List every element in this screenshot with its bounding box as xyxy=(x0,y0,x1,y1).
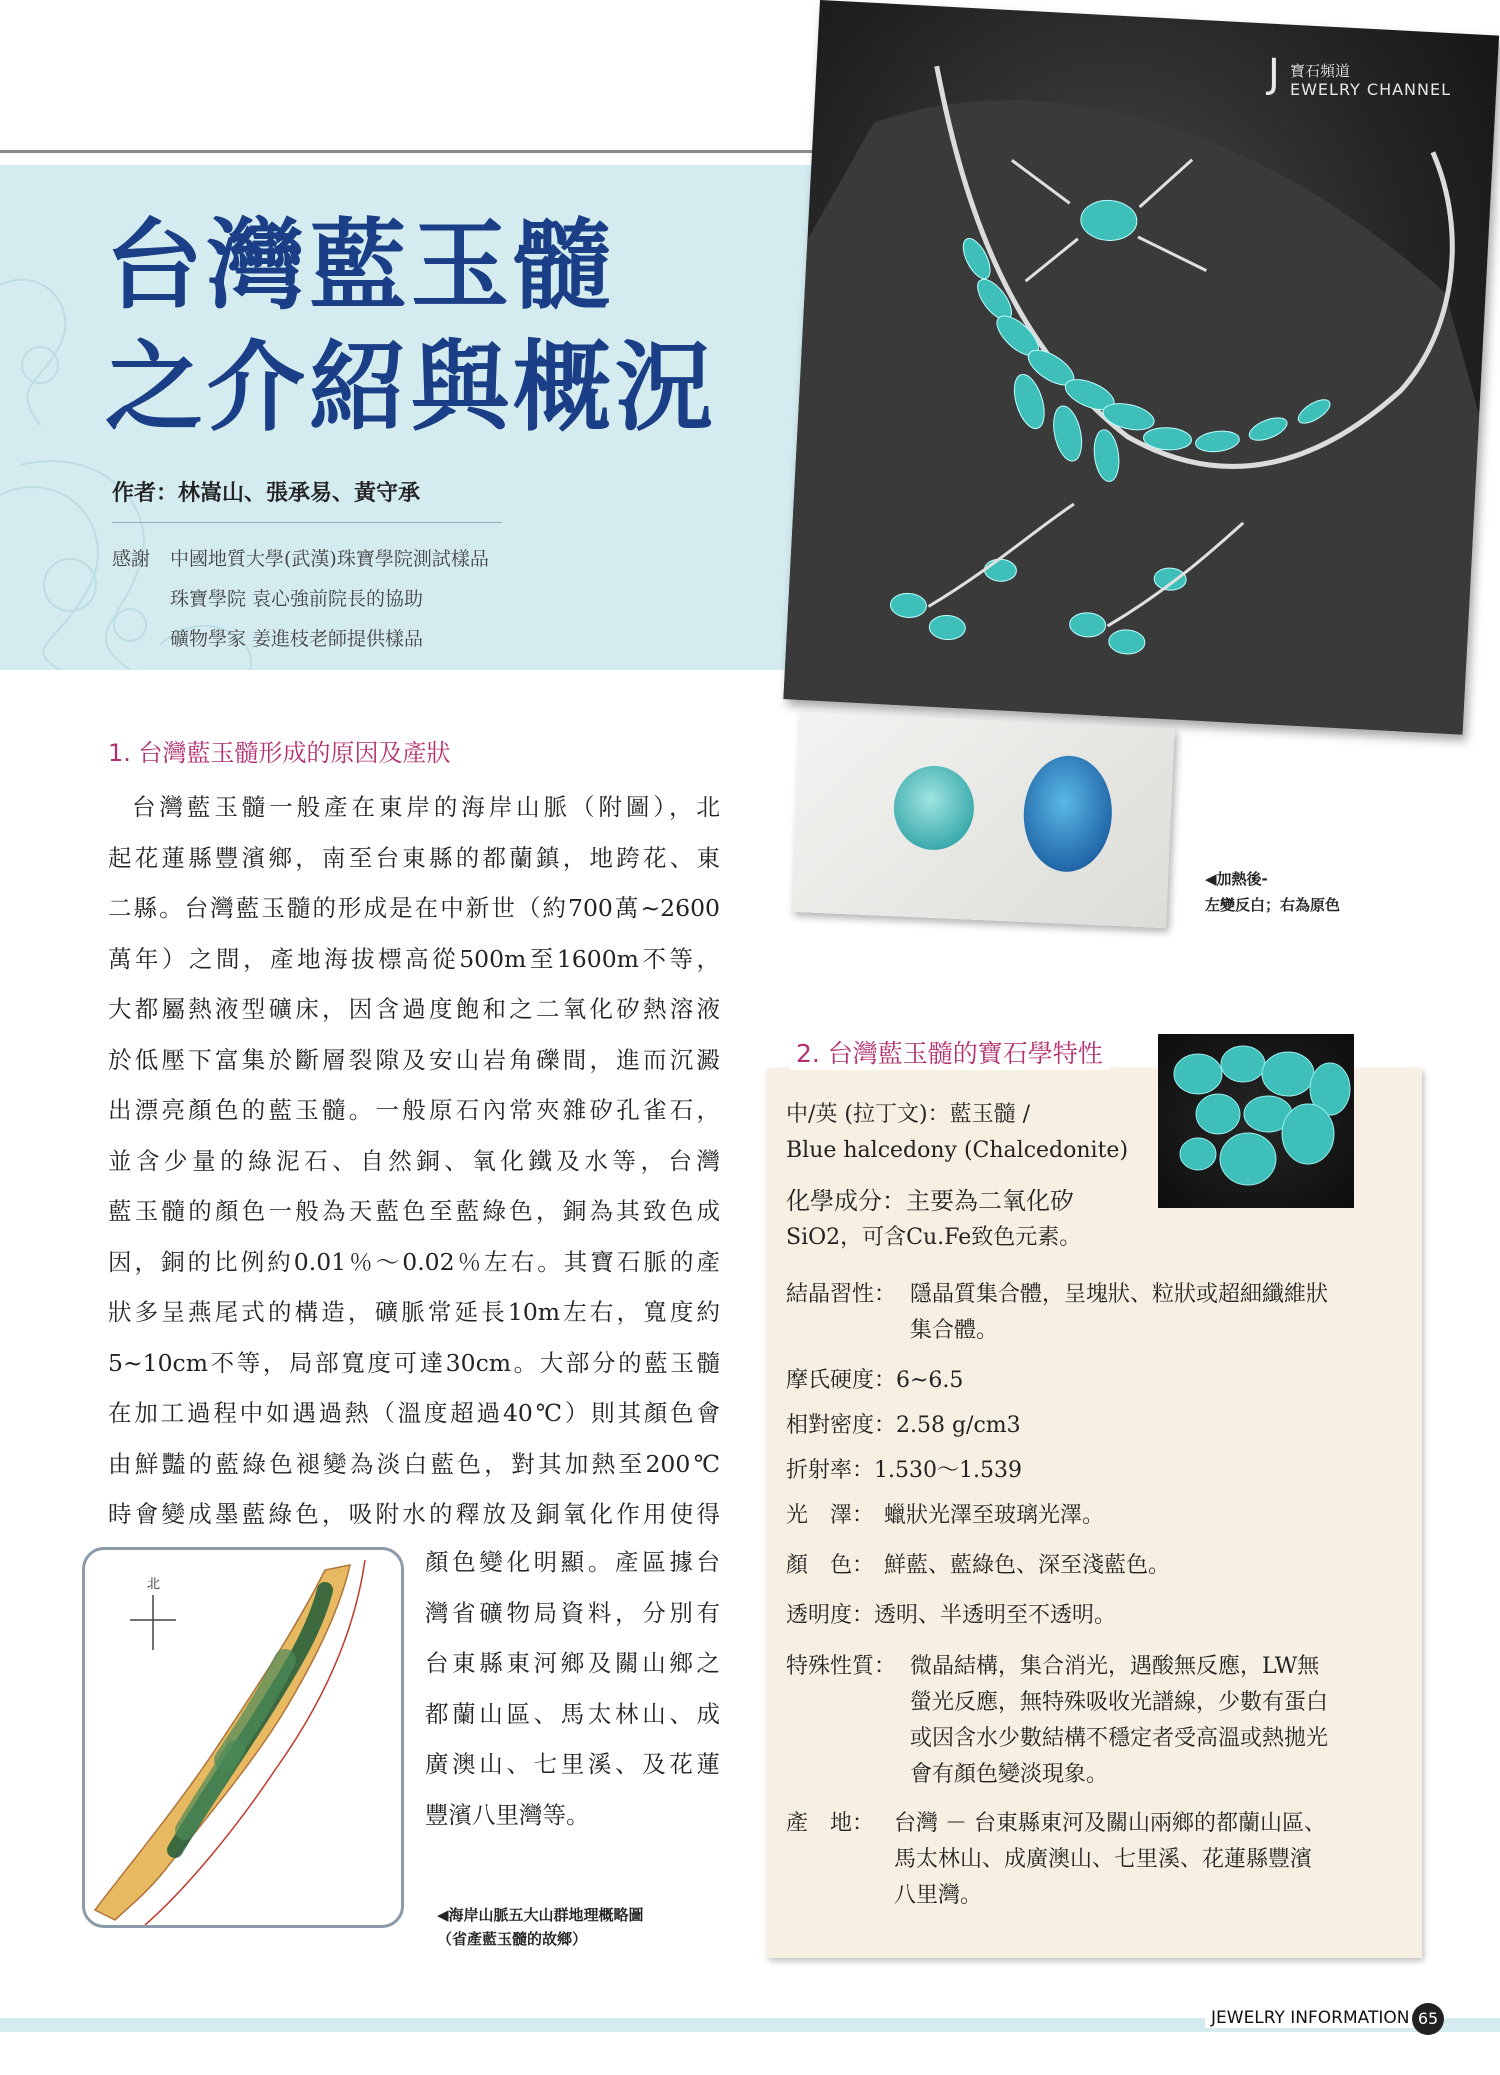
prop-hardness: 摩氏硬度：6~6.5 xyxy=(786,1368,964,1393)
title-line-2: 之介紹與概況 xyxy=(105,330,718,445)
prop-chem-2: SiO2，可含Cu.Fe致色元素。 xyxy=(786,1225,1082,1250)
necklace-illustration xyxy=(783,0,1499,735)
footer-publication: JEWELRY INFORMATION xyxy=(1205,2008,1415,2028)
map-caption: ◀海岸山脈五大山群地理概略圖 xyxy=(437,1906,644,1924)
body-line: 豐濱八里灣等。 xyxy=(425,1800,590,1829)
prop-special-value: 微晶結構，集合消光，遇酸無反應，LW無 xyxy=(910,1654,1320,1679)
acknowledgement-line: 礦物學家 姜進枝老師提供樣品 xyxy=(170,628,424,650)
prop-special-value: 螢光反應，無特殊吸收光譜線，少數有蛋白 xyxy=(910,1690,1329,1715)
cabochon-illustration xyxy=(791,712,1174,928)
prop-origin-label: 產 地： xyxy=(786,1811,875,1836)
logo-initial: J xyxy=(1268,51,1280,97)
acknowledgement-line: 珠寶學院 袁心強前院長的協助 xyxy=(170,588,424,610)
prop-density: 相對密度：2.58 g/cm3 xyxy=(786,1413,1021,1438)
prop-origin-value: 八里灣。 xyxy=(894,1883,983,1908)
section-1-heading: 1. 台灣藍玉髓形成的原因及產狀 xyxy=(108,739,451,767)
body-line: 起花蓮縣豐濱鄉，南至台東縣的都蘭鎮，地跨花、東 xyxy=(108,843,720,872)
author-credit: 作者：林嵩山、張承易、黃守承 xyxy=(112,480,421,506)
body-line: 台東縣東河鄉及關山鄉之 xyxy=(425,1649,720,1677)
acknowledgement-label: 感謝 xyxy=(112,548,151,570)
prop-color-label: 顏 色： xyxy=(786,1553,875,1578)
necklace-photo xyxy=(783,0,1499,735)
body-line: 顏色變化明顯。產區據台 xyxy=(425,1548,720,1576)
body-line: 台灣藍玉髓一般產在東岸的海岸山脈（附圖），北 xyxy=(132,793,720,821)
coastal-range-map xyxy=(82,1547,404,1928)
body-line: 灣省礦物局資料，分別有 xyxy=(425,1598,720,1627)
section-1-continued xyxy=(425,1537,720,1840)
top-rule xyxy=(0,150,860,153)
cabochon-caption: ◀加熱後- xyxy=(1205,870,1268,888)
prop-origin-value: 馬太林山、成廣澳山、七里溪、花蓮縣豐濱 xyxy=(894,1847,1313,1872)
body-line: 二縣。台灣藍玉髓的形成是在中新世（約700萬~2600 xyxy=(108,894,720,922)
author-divider xyxy=(112,522,502,523)
prop-origin-value: 台灣 － 台東縣東河及關山兩鄉的都蘭山區、 xyxy=(894,1811,1326,1836)
prop-color-value: 鮮藍、藍綠色、深至淺藍色。 xyxy=(884,1553,1171,1578)
beads-illustration xyxy=(1158,1034,1354,1208)
prop-crystal-value: 集合體。 xyxy=(910,1318,999,1343)
body-line: 因，銅的比例約0.01％～0.02％左右。其寶石脈的產 xyxy=(108,1247,720,1276)
prop-crystal-value: 隱晶質集合體，呈塊狀、粒狀或超細纖維狀 xyxy=(910,1282,1329,1307)
prop-crystal-label: 結晶習性： xyxy=(786,1282,897,1307)
map-north-label: 北 xyxy=(147,1577,161,1592)
body-line: 廣澳山、七里溪、及花蓮 xyxy=(425,1750,720,1778)
prop-special-label: 特殊性質： xyxy=(786,1654,897,1679)
acknowledgement-line: 中國地質大學(武漢)珠寶學院測試樣品 xyxy=(170,548,489,570)
body-line: 藍玉髓的顏色一般為天藍色至藍綠色，銅為其致色成 xyxy=(108,1197,720,1225)
map-illustration xyxy=(85,1550,401,1925)
body-line: 時會變成墨藍綠色，吸附水的釋放及銅氧化作用使得 xyxy=(108,1500,720,1528)
cabochon-photo xyxy=(791,712,1174,928)
body-line: 狀多呈燕尾式的構造，礦脈常延長10m左右，寬度約 xyxy=(108,1298,720,1326)
prop-special-value: 會有顏色變淡現象。 xyxy=(910,1762,1109,1787)
prop-luster-label: 光 澤： xyxy=(786,1503,875,1528)
section-1-body xyxy=(108,782,720,1540)
page-number: 65 xyxy=(1412,2003,1444,2035)
body-line: 5~10cm不等，局部寬度可達30cm。大部分的藍玉髓 xyxy=(108,1348,720,1377)
body-line: 萬年）之間，產地海拔標高從500m至1600m不等， xyxy=(108,944,720,973)
body-line: 大都屬熱液型礦床，因含過度飽和之二氧化矽熱溶液 xyxy=(108,995,720,1023)
body-line: 並含少量的綠泥石、自然銅、氧化鐵及水等，台灣 xyxy=(108,1146,720,1175)
map-caption: （省產藍玉髓的故鄉） xyxy=(437,1930,588,1948)
section-2-heading: 2. 台灣藍玉髓的寶石學特性 xyxy=(790,1034,1109,1070)
compass-icon xyxy=(130,1595,176,1650)
body-line: 都蘭山區、馬太林山、成 xyxy=(425,1699,720,1728)
page-title xyxy=(105,205,717,449)
beads-photo xyxy=(1158,1034,1354,1208)
prop-name-en: Blue halcedony (Chalcedonite) xyxy=(786,1138,1129,1163)
body-line: 出漂亮顏色的藍玉髓。一般原石內常夾雜矽孔雀石， xyxy=(108,1096,720,1124)
body-line: 在加工過程中如遇過熱（溫度超過40℃）則其顏色會 xyxy=(108,1399,720,1427)
prop-luster-value: 蠟狀光澤至玻璃光澤。 xyxy=(884,1503,1105,1528)
cabochon-caption: 左變反白；右為原色 xyxy=(1205,896,1341,914)
prop-chem: 化學成分：主要為二氧化矽 xyxy=(786,1187,1074,1215)
logo-english: EWELRY CHANNEL xyxy=(1290,80,1452,99)
body-line: 由鮮豔的藍綠色褪變為淡白藍色，對其加熱至200℃ xyxy=(108,1449,720,1478)
prop-refraction: 折射率：1.530～1.539 xyxy=(786,1458,1022,1483)
prop-name: 中/英 (拉丁文)：藍玉髓 / xyxy=(786,1102,1030,1127)
body-line: 於低壓下富集於斷層裂隙及安山岩角礫間，進而沉澱 xyxy=(108,1045,720,1074)
prop-transparency: 透明度：透明、半透明至不透明。 xyxy=(786,1603,1117,1628)
title-line-1: 台灣藍玉髓 xyxy=(105,208,616,323)
logo-chinese: 寶石頻道 xyxy=(1290,62,1351,80)
prop-special-value: 或因含水少數結構不穩定者受高溫或熱拋光 xyxy=(910,1726,1329,1751)
